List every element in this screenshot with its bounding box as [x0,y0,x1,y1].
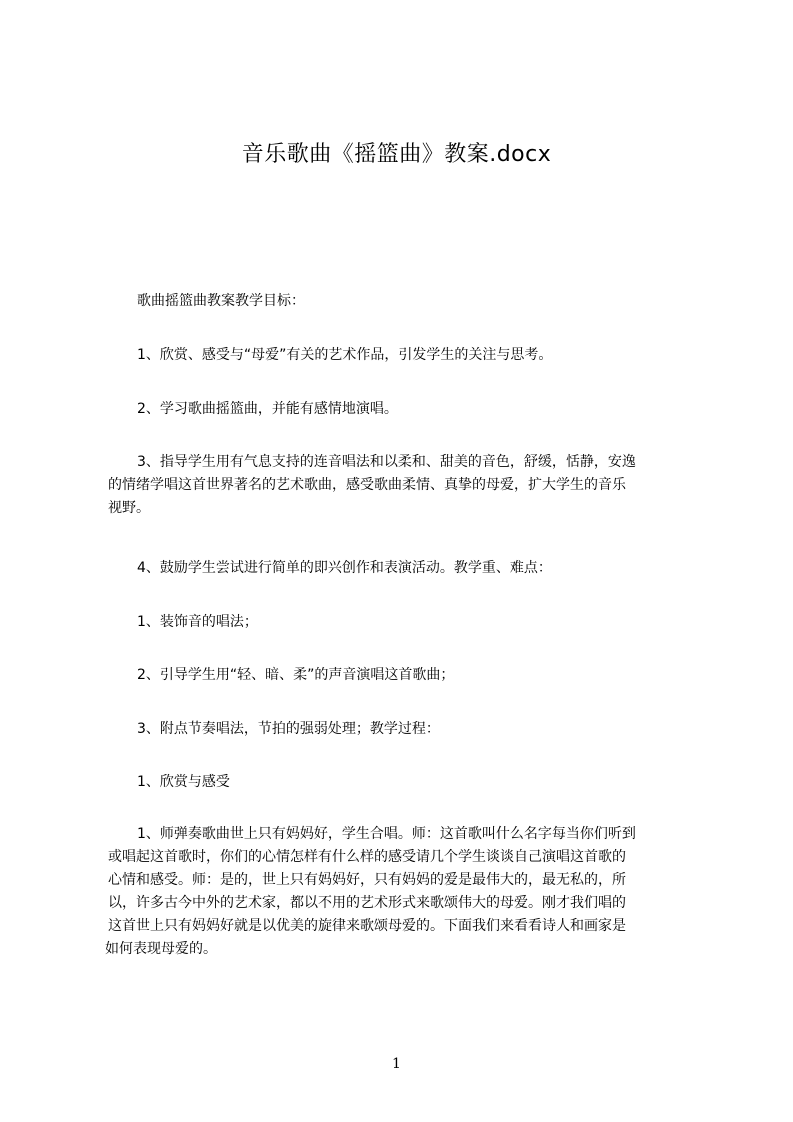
text-line: 或唱起这首歌时，你们的心情怎样有什么样的感受请几个学生谈谈自己演唱这首歌的 [108,849,626,865]
paragraph-key-point-2: 2、引导学生用“轻、暗、柔”的声音演唱这首歌曲； [137,667,455,683]
text-line: 以，许多古今中外的艺术家，都以不用的艺术形式来歌颂伟大的母爱。刚才我们唱的 [108,895,626,911]
text-line: 视野。 [108,500,150,516]
paragraph-key-point-3: 3、附点节奏唱法，节拍的强弱处理；教学过程： [137,721,440,737]
text-line: 3、指导学生用有气息支持的连音唱法和以柔和、甜美的音色，舒缓，恬静，安逸 [137,454,636,470]
text-line: 心情和感受。师：是的，世上只有妈妈好，只有妈妈的爱是最伟大的，最无私的，所 [108,872,626,888]
paragraph-process-heading: 1、欣赏与感受 [137,774,230,790]
page-number: 1 [392,1056,401,1072]
text-line: 1、师弹奏歌曲世上只有妈妈好，学生合唱。师：这首歌叫什么名字每当你们听到 [137,826,636,842]
paragraph-process-body [105,823,705,961]
paragraph-objective-3 [105,451,705,520]
text-line: 的情绪学唱这首世界著名的艺术歌曲，感受歌曲柔情、真挚的母爱，扩大学生的音乐 [108,477,626,493]
text-line: 这首世上只有妈妈好就是以优美的旋律来歌颂母爱的。下面我们来看看诗人和画家是 [108,918,626,934]
document-title: 音乐歌曲《摇篮曲》教案.docx [241,142,552,167]
paragraph-key-point-1: 1、装饰音的唱法； [137,614,258,630]
text-line: 如何表现母爱的。 [105,941,217,957]
paragraph-objective-1: 1、欣赏、感受与“母爱”有关的艺术作品，引发学生的关注与思考。 [137,347,553,363]
paragraph-objective-2: 2、学习歌曲摇篮曲，并能有感情地演唱。 [137,401,398,417]
paragraph-objectives-heading: 歌曲摇篮曲教案教学目标： [137,293,305,309]
paragraph-objective-4: 4、鼓励学生尝试进行简单的即兴创作和表演活动。教学重、难点： [137,560,552,576]
